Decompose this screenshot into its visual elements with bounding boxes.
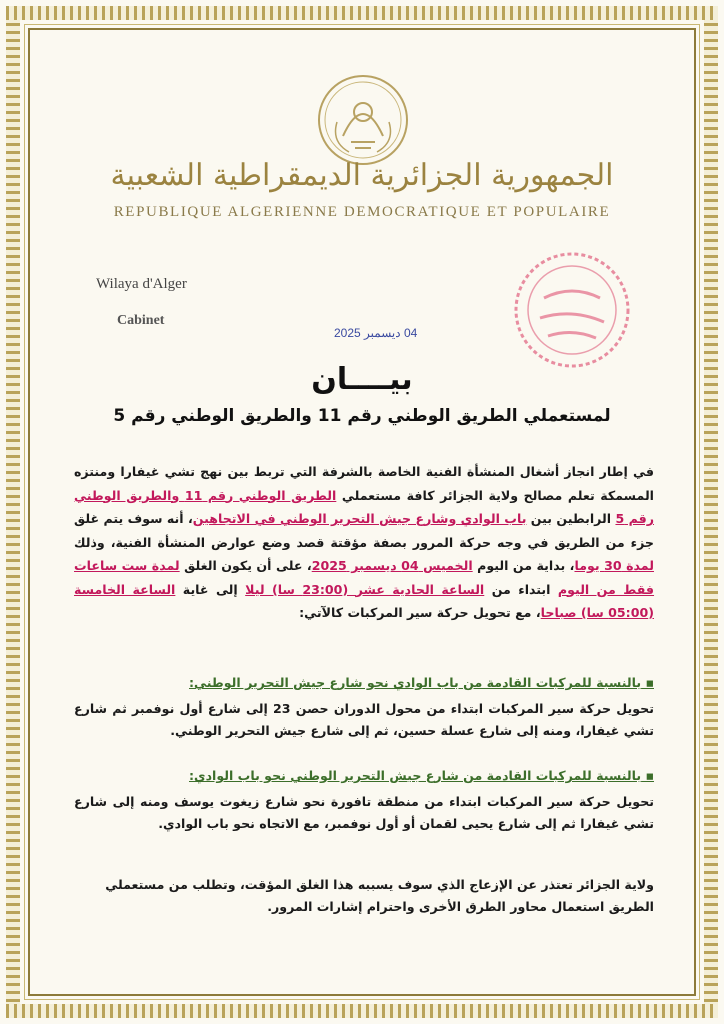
page-subtitle: لمستعملي الطريق الوطني رقم 11 والطريق الوطني رقم 5 — [113, 406, 611, 426]
body-text: ، بداية من اليوم — [472, 558, 575, 573]
highlight-roads: الطريق الوطني رقم 11 والطريق الوطني رقم 5 — [74, 487, 654, 526]
wilaya-label: Wilaya d'Alger — [96, 276, 187, 292]
highlight-start-date: الخميس 04 ديسمبر 2025 — [311, 558, 473, 573]
highlight-end-time: الساعة الخامسة (05:00 سا) صباحا — [74, 581, 654, 620]
highlight-duration: لمدة 30 يوما — [574, 558, 654, 573]
section-heading-1: ▪ بالنسبة للمركبات القادمة من باب الوادي نحو شارع جيش التحرير الوطني: — [74, 675, 654, 690]
document-date: 04 ديسمبر 2025 — [334, 326, 418, 340]
section-heading-2: ▪ بالنسبة للمركبات القادمة من شارع جيش التحرير الوطني نحو باب الوادي: — [74, 768, 654, 783]
algeria-emblem-icon — [315, 72, 411, 168]
body-text: ، مع تحويل حركة سير المركبات كالآتي: — [299, 605, 541, 620]
republic-arabic-title: الجمهورية الجزائرية الديمقراطية الشعبية — [110, 158, 614, 193]
body-text: ، أنه سوف يتم غلق جزء من الطريق في وجه حركة المرور بصفة مؤقتة قصد وضع عوارض المنشأة الفنية، وذلك — [74, 511, 654, 550]
closing-paragraph: ولاية الجزائر تعتذر عن الإزعاج الذي سوف يسببه هذا الغلق المؤقت، وتطلب من مستعملي الطريق استعمال محاور الطرق الأخرى واحترام إشارات المرور. — [105, 877, 654, 914]
highlight-start-time: الساعة الحادية عشر (23:00 سا) ليلا — [245, 581, 485, 597]
body-text: ، على أن يكون الغلق — [179, 558, 312, 573]
body-text: ابتداء من — [484, 581, 558, 597]
highlight-location: باب الوادي وشارع جيش التحرير الوطني في الاتجاهين — [192, 511, 527, 526]
cabinet-label: Cabinet — [117, 313, 165, 328]
section-text-2: تحويل حركة سير المركبات ابتداء من منطقة تافورة نحو شارع زيغوت يوسف ومنه إلى شارع تشي غيفارا ثم إلى شارع يحيى لقمان أو أول نوفمبر، مع الاتجاه نحو باب الوادي. — [74, 794, 654, 831]
body-text: في إطار انجاز أشغال المنشأة الفنية الخاصة بالشرفة التي تربط بين نهج تشي غيفارا ومنتزه المسمكة تعلم مصالح ولاية الجزائر كافة مستعملي — [74, 464, 654, 503]
section-text-1: تحويل حركة سير المركبات ابتداء من محول الدوران حصن 23 إلى شارع أول نوفمبر ثم شارع تشي غيفارا، ومنه إلى شارع عسلة حسين، ثم إلى شارع جيش التحرير الوطني. — [74, 701, 654, 738]
body-text: الرابطين بين — [526, 511, 616, 526]
body-text: إلى غاية — [175, 581, 246, 597]
republic-french-title: REPUBLIQUE ALGERIENNE DEMOCRATIQUE ET POPULAIRE — [113, 204, 611, 220]
official-stamp-icon — [510, 248, 634, 372]
main-paragraph — [74, 460, 654, 625]
highlight-hours: لمدة ست ساعات فقط من اليوم — [74, 558, 655, 597]
page-title: بيــــان — [311, 362, 413, 397]
